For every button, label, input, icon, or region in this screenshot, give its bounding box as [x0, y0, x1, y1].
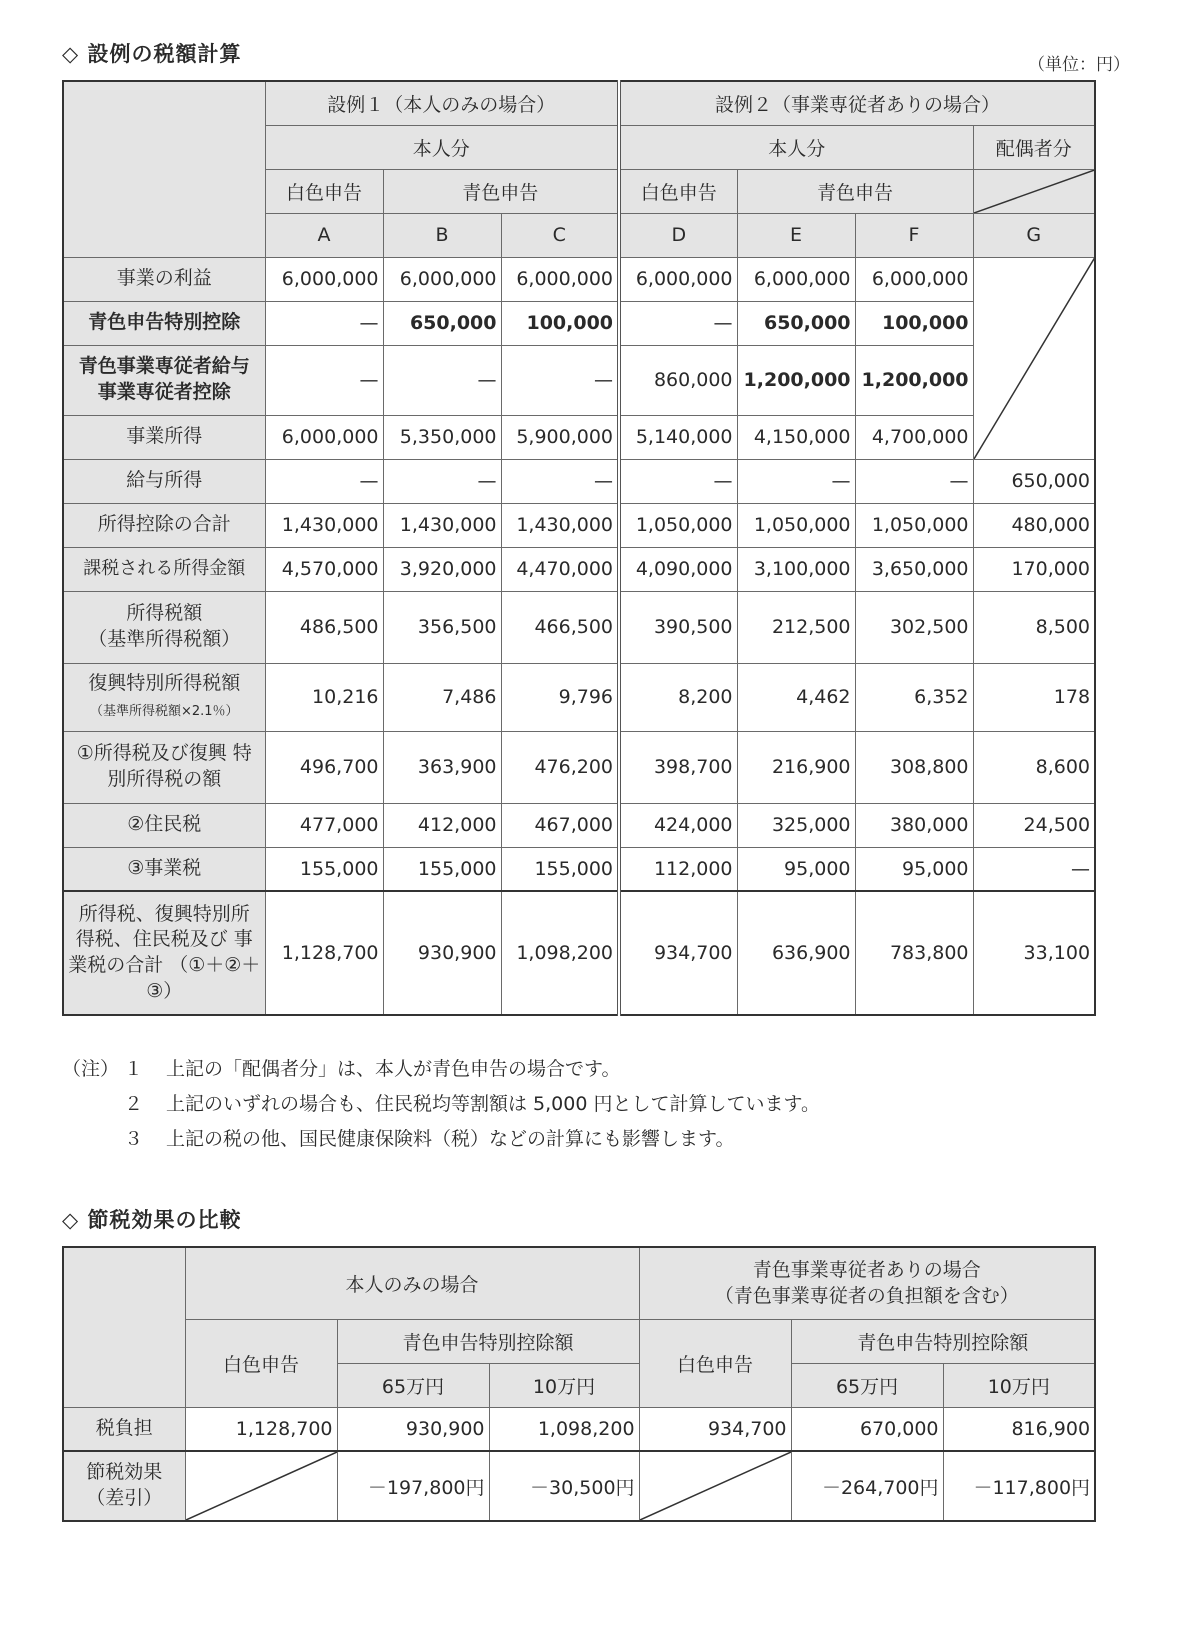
cell: 1,128,700 — [185, 1407, 337, 1451]
table-row — [63, 1451, 1095, 1521]
cell: 467,000 — [501, 803, 619, 847]
cell: 816,900 — [943, 1407, 1095, 1451]
row-label: 事業所得 — [63, 415, 265, 459]
row-label — [63, 663, 265, 731]
blue-deduction-header-2: 青色申告特別控除額 — [791, 1319, 1095, 1363]
white-header-2: 白色申告 — [619, 169, 737, 213]
notes — [62, 1052, 820, 1157]
table-row — [63, 301, 1095, 345]
cell: 480,000 — [973, 503, 1095, 547]
table-row — [63, 345, 1095, 415]
cell: 100,000 — [501, 301, 619, 345]
cell: 100,000 — [855, 301, 973, 345]
row-label-main: 節税効果 — [86, 1461, 163, 1484]
row-label — [63, 591, 265, 663]
cell: 1,200,000 — [737, 345, 855, 415]
note-item — [62, 1122, 820, 1157]
col-c: C — [501, 213, 619, 257]
col-d: D — [619, 213, 737, 257]
cell: 1,430,000 — [265, 503, 383, 547]
d65-header-1: 65万円 — [337, 1363, 489, 1407]
cell: 476,200 — [501, 731, 619, 803]
section1-title: ◇ 設例の税額計算 — [62, 42, 242, 66]
cell: 670,000 — [791, 1407, 943, 1451]
white-header-1: 白色申告 — [185, 1319, 337, 1407]
row-label-sub: （差引） — [86, 1487, 163, 1509]
case2-header: 設例２（事業専従者ありの場合） — [619, 81, 1095, 125]
col-b: B — [383, 213, 501, 257]
table-row — [63, 459, 1095, 503]
diagonal-cell — [973, 257, 1095, 459]
cell: 6,000,000 — [265, 257, 383, 301]
cell: 178 — [973, 663, 1095, 731]
table-row — [63, 663, 1095, 731]
table-row-total — [63, 891, 1095, 1015]
col-a: A — [265, 213, 383, 257]
cell: 5,900,000 — [501, 415, 619, 459]
row-label: 所得控除の合計 — [63, 503, 265, 547]
note-text: 上記の税の他、国民健康保険料（税）などの計算にも影響します。 — [166, 1128, 735, 1150]
row-label: 事業の利益 — [63, 257, 265, 301]
cell: 650,000 — [383, 301, 501, 345]
col-f: F — [855, 213, 973, 257]
diagonal-cell — [639, 1451, 791, 1521]
cell: 496,700 — [265, 731, 383, 803]
cell: 4,470,000 — [501, 547, 619, 591]
cell: 302,500 — [855, 591, 973, 663]
cell: 4,700,000 — [855, 415, 973, 459]
cell: －30,500円 — [489, 1451, 639, 1521]
cell: 6,000,000 — [383, 257, 501, 301]
cell: 112,000 — [619, 847, 737, 891]
cell: 8,600 — [973, 731, 1095, 803]
savings-comparison-table — [62, 1246, 1096, 1522]
cell: 9,796 — [501, 663, 619, 731]
blue-header-1: 青色申告 — [383, 169, 619, 213]
table-row — [63, 1407, 1095, 1451]
d10-header-1: 10万円 — [489, 1363, 639, 1407]
self-header-1: 本人分 — [265, 125, 619, 169]
row-label-main: 所得税額 — [126, 602, 203, 625]
row-label-sub: （基準所得税額×2.1％） — [89, 704, 239, 719]
cell: — — [265, 459, 383, 503]
cell: 6,000,000 — [501, 257, 619, 301]
cell: 155,000 — [383, 847, 501, 891]
cell: 3,920,000 — [383, 547, 501, 591]
cell: 155,000 — [265, 847, 383, 891]
d10-header-2: 10万円 — [943, 1363, 1095, 1407]
cell: 934,700 — [619, 891, 737, 1015]
note-text: 上記のいずれの場合も、住民税均等割額は 5,000 円として計算しています。 — [166, 1093, 820, 1115]
cell: 860,000 — [619, 345, 737, 415]
cell: 24,500 — [973, 803, 1095, 847]
note-item — [62, 1052, 820, 1087]
row-label: ③事業税 — [63, 847, 265, 891]
row-label: 所得税、復興特別所 得税、住民税及び 事業税の合計 （①＋②＋③） — [63, 891, 265, 1015]
cell: 930,900 — [337, 1407, 489, 1451]
cell: 424,000 — [619, 803, 737, 847]
cell: 1,128,700 — [265, 891, 383, 1015]
note-lead: （注） — [62, 1058, 120, 1080]
cell: 934,700 — [639, 1407, 791, 1451]
row-label: ①所得税及び復興 特別所得税の額 — [63, 731, 265, 803]
d65-header-2: 65万円 — [791, 1363, 943, 1407]
row-label: 給与所得 — [63, 459, 265, 503]
blue-header-2: 青色申告 — [737, 169, 973, 213]
cell: — — [619, 459, 737, 503]
cell: 155,000 — [501, 847, 619, 891]
cell: 10,216 — [265, 663, 383, 731]
cell: 1,430,000 — [501, 503, 619, 547]
table-row — [63, 547, 1095, 591]
white-header-2: 白色申告 — [639, 1319, 791, 1407]
cell: 5,350,000 — [383, 415, 501, 459]
table-row — [63, 257, 1095, 301]
cell: 6,000,000 — [619, 257, 737, 301]
table-row — [63, 415, 1095, 459]
note-item — [62, 1087, 820, 1122]
cell: 1,098,200 — [501, 891, 619, 1015]
cell: 466,500 — [501, 591, 619, 663]
with-employee-title: 青色事業専従者ありの場合 — [752, 1258, 981, 1281]
corner-cell — [63, 81, 265, 257]
col-e: E — [737, 213, 855, 257]
cell: — — [501, 345, 619, 415]
row-label: 青色申告特別控除 — [63, 301, 265, 345]
cell: — — [383, 459, 501, 503]
cell: 8,200 — [619, 663, 737, 731]
row-label: 青色事業専従者給与 事業専従者控除 — [63, 345, 265, 415]
cell: 363,900 — [383, 731, 501, 803]
cell: 1,050,000 — [855, 503, 973, 547]
blue-deduction-header-1: 青色申告特別控除額 — [337, 1319, 639, 1363]
cell: — — [501, 459, 619, 503]
cell: －197,800円 — [337, 1451, 489, 1521]
cell: 4,150,000 — [737, 415, 855, 459]
cell: — — [973, 847, 1095, 891]
cell: 650,000 — [737, 301, 855, 345]
cell: — — [383, 345, 501, 415]
col-g: G — [973, 213, 1095, 257]
cell: 7,486 — [383, 663, 501, 731]
diagonal-cell — [973, 169, 1095, 213]
cell: 33,100 — [973, 891, 1095, 1015]
cell: 1,050,000 — [737, 503, 855, 547]
cell: 1,098,200 — [489, 1407, 639, 1451]
row-label: ②住民税 — [63, 803, 265, 847]
cell: 308,800 — [855, 731, 973, 803]
row-label-sub: （基準所得税額） — [88, 628, 241, 650]
cell: －117,800円 — [943, 1451, 1095, 1521]
with-employee-header — [639, 1247, 1095, 1319]
cell: — — [265, 345, 383, 415]
cell: 380,000 — [855, 803, 973, 847]
note-number: ３ — [124, 1128, 144, 1150]
case1-header: 設例１（本人のみの場合） — [265, 81, 619, 125]
cell: 6,352 — [855, 663, 973, 731]
note-number: １ — [124, 1058, 144, 1080]
cell: — — [737, 459, 855, 503]
cell: 6,000,000 — [855, 257, 973, 301]
cell: 1,430,000 — [383, 503, 501, 547]
self-only-header: 本人のみの場合 — [185, 1247, 639, 1319]
tax-calc-table — [62, 80, 1096, 1016]
cell: 3,650,000 — [855, 547, 973, 591]
diagonal-cell — [185, 1451, 337, 1521]
cell: 4,570,000 — [265, 547, 383, 591]
unit-label: （単位：円） — [1028, 55, 1130, 75]
cell: — — [619, 301, 737, 345]
table-row — [63, 847, 1095, 891]
cell: 212,500 — [737, 591, 855, 663]
cell: 6,000,000 — [265, 415, 383, 459]
cell: 1,050,000 — [619, 503, 737, 547]
cell: 1,200,000 — [855, 345, 973, 415]
section2-title: ◇ 節税効果の比較 — [62, 1208, 242, 1232]
cell: 6,000,000 — [737, 257, 855, 301]
row-label: 課税される所得金額 — [63, 547, 265, 591]
cell: 95,000 — [855, 847, 973, 891]
cell: 486,500 — [265, 591, 383, 663]
note-number: ２ — [124, 1093, 144, 1115]
spouse-header: 配偶者分 — [973, 125, 1095, 169]
self-header-2: 本人分 — [619, 125, 973, 169]
cell: 3,100,000 — [737, 547, 855, 591]
cell: 216,900 — [737, 731, 855, 803]
cell: — — [265, 301, 383, 345]
cell: 636,900 — [737, 891, 855, 1015]
table-row — [63, 803, 1095, 847]
table-row — [63, 591, 1095, 663]
row-label — [63, 1451, 185, 1521]
white-header-1: 白色申告 — [265, 169, 383, 213]
cell: 412,000 — [383, 803, 501, 847]
cell: 95,000 — [737, 847, 855, 891]
cell: 356,500 — [383, 591, 501, 663]
cell: — — [855, 459, 973, 503]
table-row — [63, 731, 1095, 803]
row-label-main: 復興特別所得税額 — [88, 672, 241, 695]
cell: 170,000 — [973, 547, 1095, 591]
cell: 398,700 — [619, 731, 737, 803]
cell: 4,090,000 — [619, 547, 737, 591]
with-employee-sub: （青色事業専従者の負担額を含む） — [714, 1285, 1019, 1308]
table-row — [63, 503, 1095, 547]
cell: －264,700円 — [791, 1451, 943, 1521]
row-label: 税負担 — [63, 1407, 185, 1451]
cell: 477,000 — [265, 803, 383, 847]
corner-cell — [63, 1247, 185, 1407]
cell: 390,500 — [619, 591, 737, 663]
cell: 325,000 — [737, 803, 855, 847]
note-text: 上記の「配偶者分」は、本人が青色申告の場合です。 — [166, 1058, 621, 1080]
cell: 930,900 — [383, 891, 501, 1015]
cell: 8,500 — [973, 591, 1095, 663]
cell: 5,140,000 — [619, 415, 737, 459]
cell: 650,000 — [973, 459, 1095, 503]
cell: 783,800 — [855, 891, 973, 1015]
cell: 4,462 — [737, 663, 855, 731]
